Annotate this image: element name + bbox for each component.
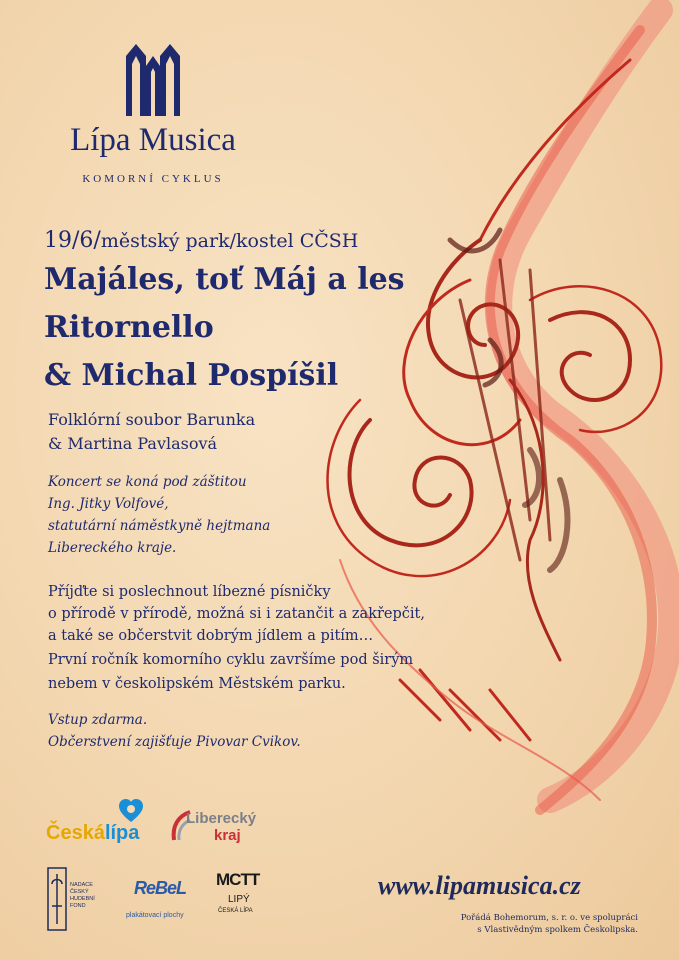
rebel-caption: plakátovací plochy — [126, 912, 184, 919]
patronage-line-1: Koncert se koná pod záštitou — [48, 474, 247, 490]
organizer-line-2: s Vlastivědným spolkem Českolipska. — [477, 925, 638, 935]
mctt-logo — [214, 866, 270, 932]
website-link[interactable]: www.lipamusica.cz — [378, 871, 581, 900]
heart-icon — [118, 798, 144, 824]
nadace-line-3: HUDEBNÍ — [70, 896, 95, 902]
organizer-note — [380, 912, 638, 936]
rebel-logo — [126, 876, 196, 924]
description-line-1: Příjďte si poslechnout líbezné písničky — [48, 584, 331, 600]
lipa-musica-logo-icon — [120, 42, 186, 116]
nadace-line-1: NADACE — [70, 882, 93, 888]
nadace-emblem-icon — [46, 866, 68, 932]
rebel-name: ReBeL — [134, 878, 187, 898]
liberecky-line2: kraj — [214, 827, 241, 844]
ceska-lipa-part1: Česká — [46, 822, 105, 844]
event-title-line-3: & Michal Pospíšil — [44, 358, 339, 393]
description-line-3: a také se občerstvit dobrým jídlem a pitím… — [48, 628, 374, 644]
mctt-line1: LIPÝ — [228, 894, 250, 905]
description-line-5: nebem v českolipském Městském parku. — [48, 676, 346, 692]
event-title-line-2: Ritornello — [44, 310, 214, 345]
description-line-2: o přírodě v přírodě, možná si i zatančit a zakřepčit, — [48, 606, 425, 622]
organizer-line-1: Pořádá Bohemorum, s. r. o. ve spolupráci — [460, 913, 638, 923]
patronage-line-4: Libereckého kraje. — [48, 540, 177, 556]
ceska-lipa-logo — [46, 798, 156, 848]
note-refreshments: Občerstvení zajišťuje Pivovar Cvikov. — [48, 734, 301, 750]
event-date: 19/6/ — [44, 228, 101, 253]
violin-scroll-illustration — [300, 0, 679, 820]
mctt-name: MCTT — [216, 870, 260, 889]
guest-line-2: & Martina Pavlasová — [48, 434, 218, 453]
event-date-place — [44, 228, 358, 253]
patronage-line-3: statutární náměstkyně hejtmana — [48, 518, 271, 534]
patronage-line-2: Ing. Jitky Volfové, — [48, 496, 169, 512]
ceska-lipa-part2: lípa — [104, 822, 140, 844]
liberecky-line1: Liberecký — [186, 810, 257, 827]
guest-line-1: Folklórní soubor Barunka — [48, 410, 256, 429]
nadace-chf-logo — [46, 866, 102, 932]
description-line-4: První ročník komorního cyklu završíme pod širým — [48, 652, 414, 668]
nadace-line-2: ČESKÝ — [70, 889, 89, 895]
nadace-line-4: FOND — [70, 903, 86, 909]
note-entry-free: Vstup zdarma. — [48, 712, 148, 728]
liberecky-kraj-logo — [170, 808, 270, 848]
mctt-line2: ČESKÁ LÍPA — [218, 908, 253, 914]
brand-title: Lípa Musica — [70, 122, 236, 158]
event-place: městský park/kostel CČSH — [100, 230, 359, 252]
event-title-line-1: Majáles, toť Máj a les — [44, 262, 405, 297]
brand-subtitle: KOMORNÍ CYKLUS — [82, 173, 224, 185]
